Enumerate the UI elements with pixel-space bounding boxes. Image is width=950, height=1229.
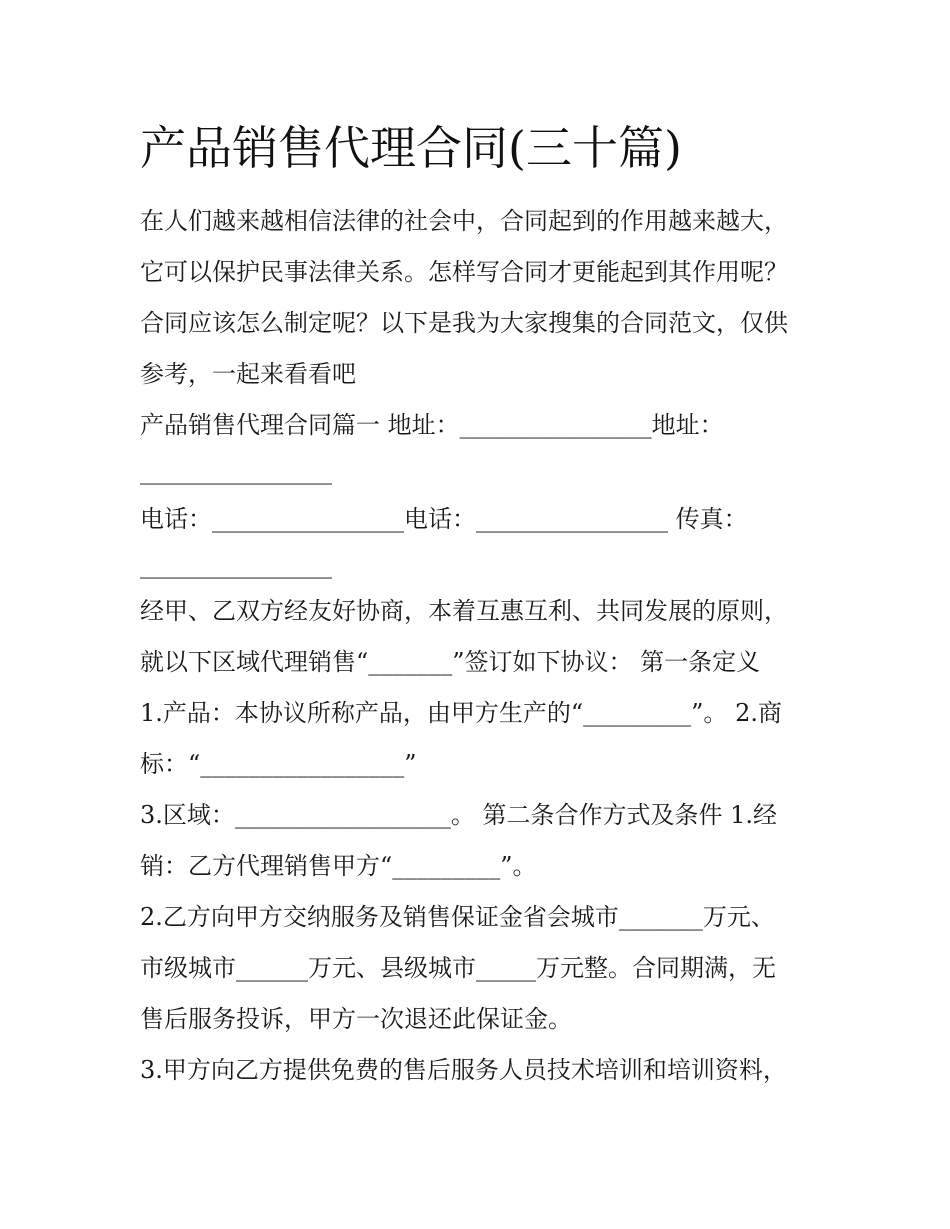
paragraph-line: 电话：________________电话：________________ 传真： — [140, 505, 748, 533]
paragraph-line: 1.产品：本协议所称产品，由甲方生产的“_________”。 2.商 — [140, 699, 782, 727]
paragraph-line: 标：“_________________” — [140, 750, 417, 778]
paragraph-line: 售后服务投诉，甲方一次退还此保证金。 — [140, 1005, 572, 1033]
document-title: 产品销售代理合同(三十篇) — [140, 121, 682, 175]
paragraph-line: 2.乙方向甲方交纳服务及销售保证金省会城市_______万元、 — [140, 903, 775, 931]
paragraph-line: 3.区域：__________________。 第二条合作方式及条件 1.经 — [140, 801, 778, 829]
paragraph-line: 在人们越来越相信法律的社会中，合同起到的作用越来越大， — [140, 207, 788, 235]
paragraph-line: 市级城市______万元、县级城市_____万元整。合同期满，无 — [140, 954, 776, 982]
paragraph-line: 就以下区域代理销售“_______”签订如下协议： 第一条定义 — [140, 648, 761, 676]
paragraph-line: ________________ — [140, 551, 332, 579]
paragraph-line: 3.甲方向乙方提供免费的售后服务人员技术培训和培训资料， — [140, 1056, 787, 1084]
paragraph-line: 销：乙方代理销售甲方“_________”。 — [140, 852, 537, 880]
paragraph-line: 它可以保护民事法律关系。怎样写合同才更能起到其作用呢？ — [140, 258, 788, 286]
paragraph-line: 经甲、乙双方经友好协商，本着互惠互利、共同发展的原则， — [140, 597, 788, 625]
paragraph-line: ________________ — [140, 457, 332, 485]
paragraph-line: 参考，一起来看看吧 — [140, 360, 356, 388]
paragraph-line: 产品销售代理合同篇一 地址：________________地址： — [140, 411, 724, 439]
paragraph-line: 合同应该怎么制定呢？以下是我为大家搜集的合同范文，仅供 — [140, 309, 788, 337]
